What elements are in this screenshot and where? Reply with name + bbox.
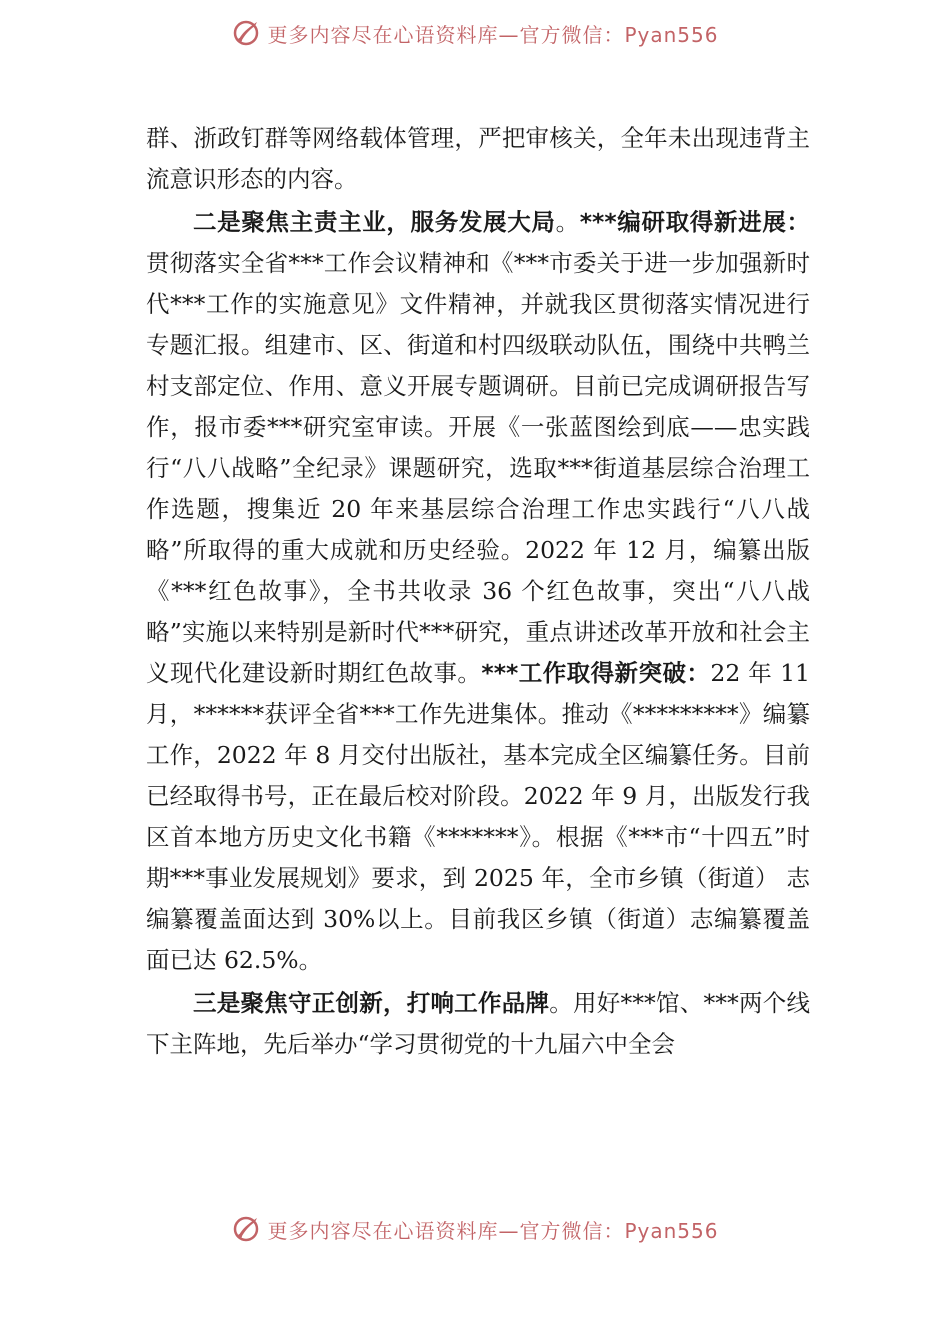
paragraph-text: 22 年 11 月，******获评全省***工作先进集体。推动《*********》编纂工作，2022 年 8 月交付出版社，基本完成全区编纂任务。目前已经取得书号，正在最后校对阶段。2022 年 9 月，出版发行我区首本地方历史文化书籍《*******》。根据《***市“十四五”时期***事业发展规划》要求，到 2025 年，全市乡镇（街道） 志编纂覆盖面达到 30%以上。目前我区乡镇（街道）志编纂覆盖面已达 62.5%。: [146, 659, 811, 974]
subheading-breakthrough: ***工作取得新突破：: [481, 659, 711, 687]
subheading-editing: ***编研取得新进展：: [579, 208, 810, 236]
brush-logo-icon: [231, 18, 261, 48]
watermark-text: 更多内容尽在心语资料库—官方微信：Pyan556: [267, 1218, 719, 1243]
heading-separator: 。: [555, 208, 580, 236]
watermark-text: 更多内容尽在心语资料库—官方微信：Pyan556: [267, 22, 719, 47]
heading-separator: 。: [549, 989, 573, 1017]
paragraph-text: 贯彻落实全省***工作会议精神和《***市委关于进一步加强新时代***工作的实施意见》文件精神，并就我区贯彻落实情况进行专题汇报。组建市、区、街道和村四级联动队伍，围绕中共鸭兰村支部定位、作用、意义开展专题调研。目前已完成调研报告写作，报市委***研究室审读。开展《一张蓝图绘到底——忠实践行“八八战略”全纪录》课题研究，选取***街道基层综合治理工作选题，搜集近 20 年来基层综合治理工作忠实践行“八八战略”所取得的重大成就和历史经验。2022 年 12 月，编纂出版《***红色故事》，全书共收录 36 个红色故事，突出“八八战略”实施以来特别是新时代***研究，重点讲述改革开放和社会主义现代化建设新时期红色故事。: [146, 249, 810, 687]
watermark-footer: [0, 1214, 950, 1244]
paragraph-2: [146, 202, 810, 981]
watermark-header: [0, 18, 950, 48]
paragraph-text: 用好***馆、***两个线下主阵地，先后举办“学习贯彻党的十九届六中全会: [146, 989, 810, 1058]
section-heading: 三是聚焦守正创新，打响工作品牌: [193, 989, 550, 1017]
paragraph-text: 群、浙政钉群等网络载体管理，严把审核关，全年未出现违背主流意识形态的内容。: [146, 124, 810, 193]
brush-logo-icon: [231, 1214, 261, 1244]
document-body: [146, 118, 810, 1065]
section-heading: 二是聚焦主责主业，服务发展大局: [193, 208, 556, 236]
paragraph-3: [146, 983, 810, 1065]
paragraph-1: [146, 118, 810, 200]
